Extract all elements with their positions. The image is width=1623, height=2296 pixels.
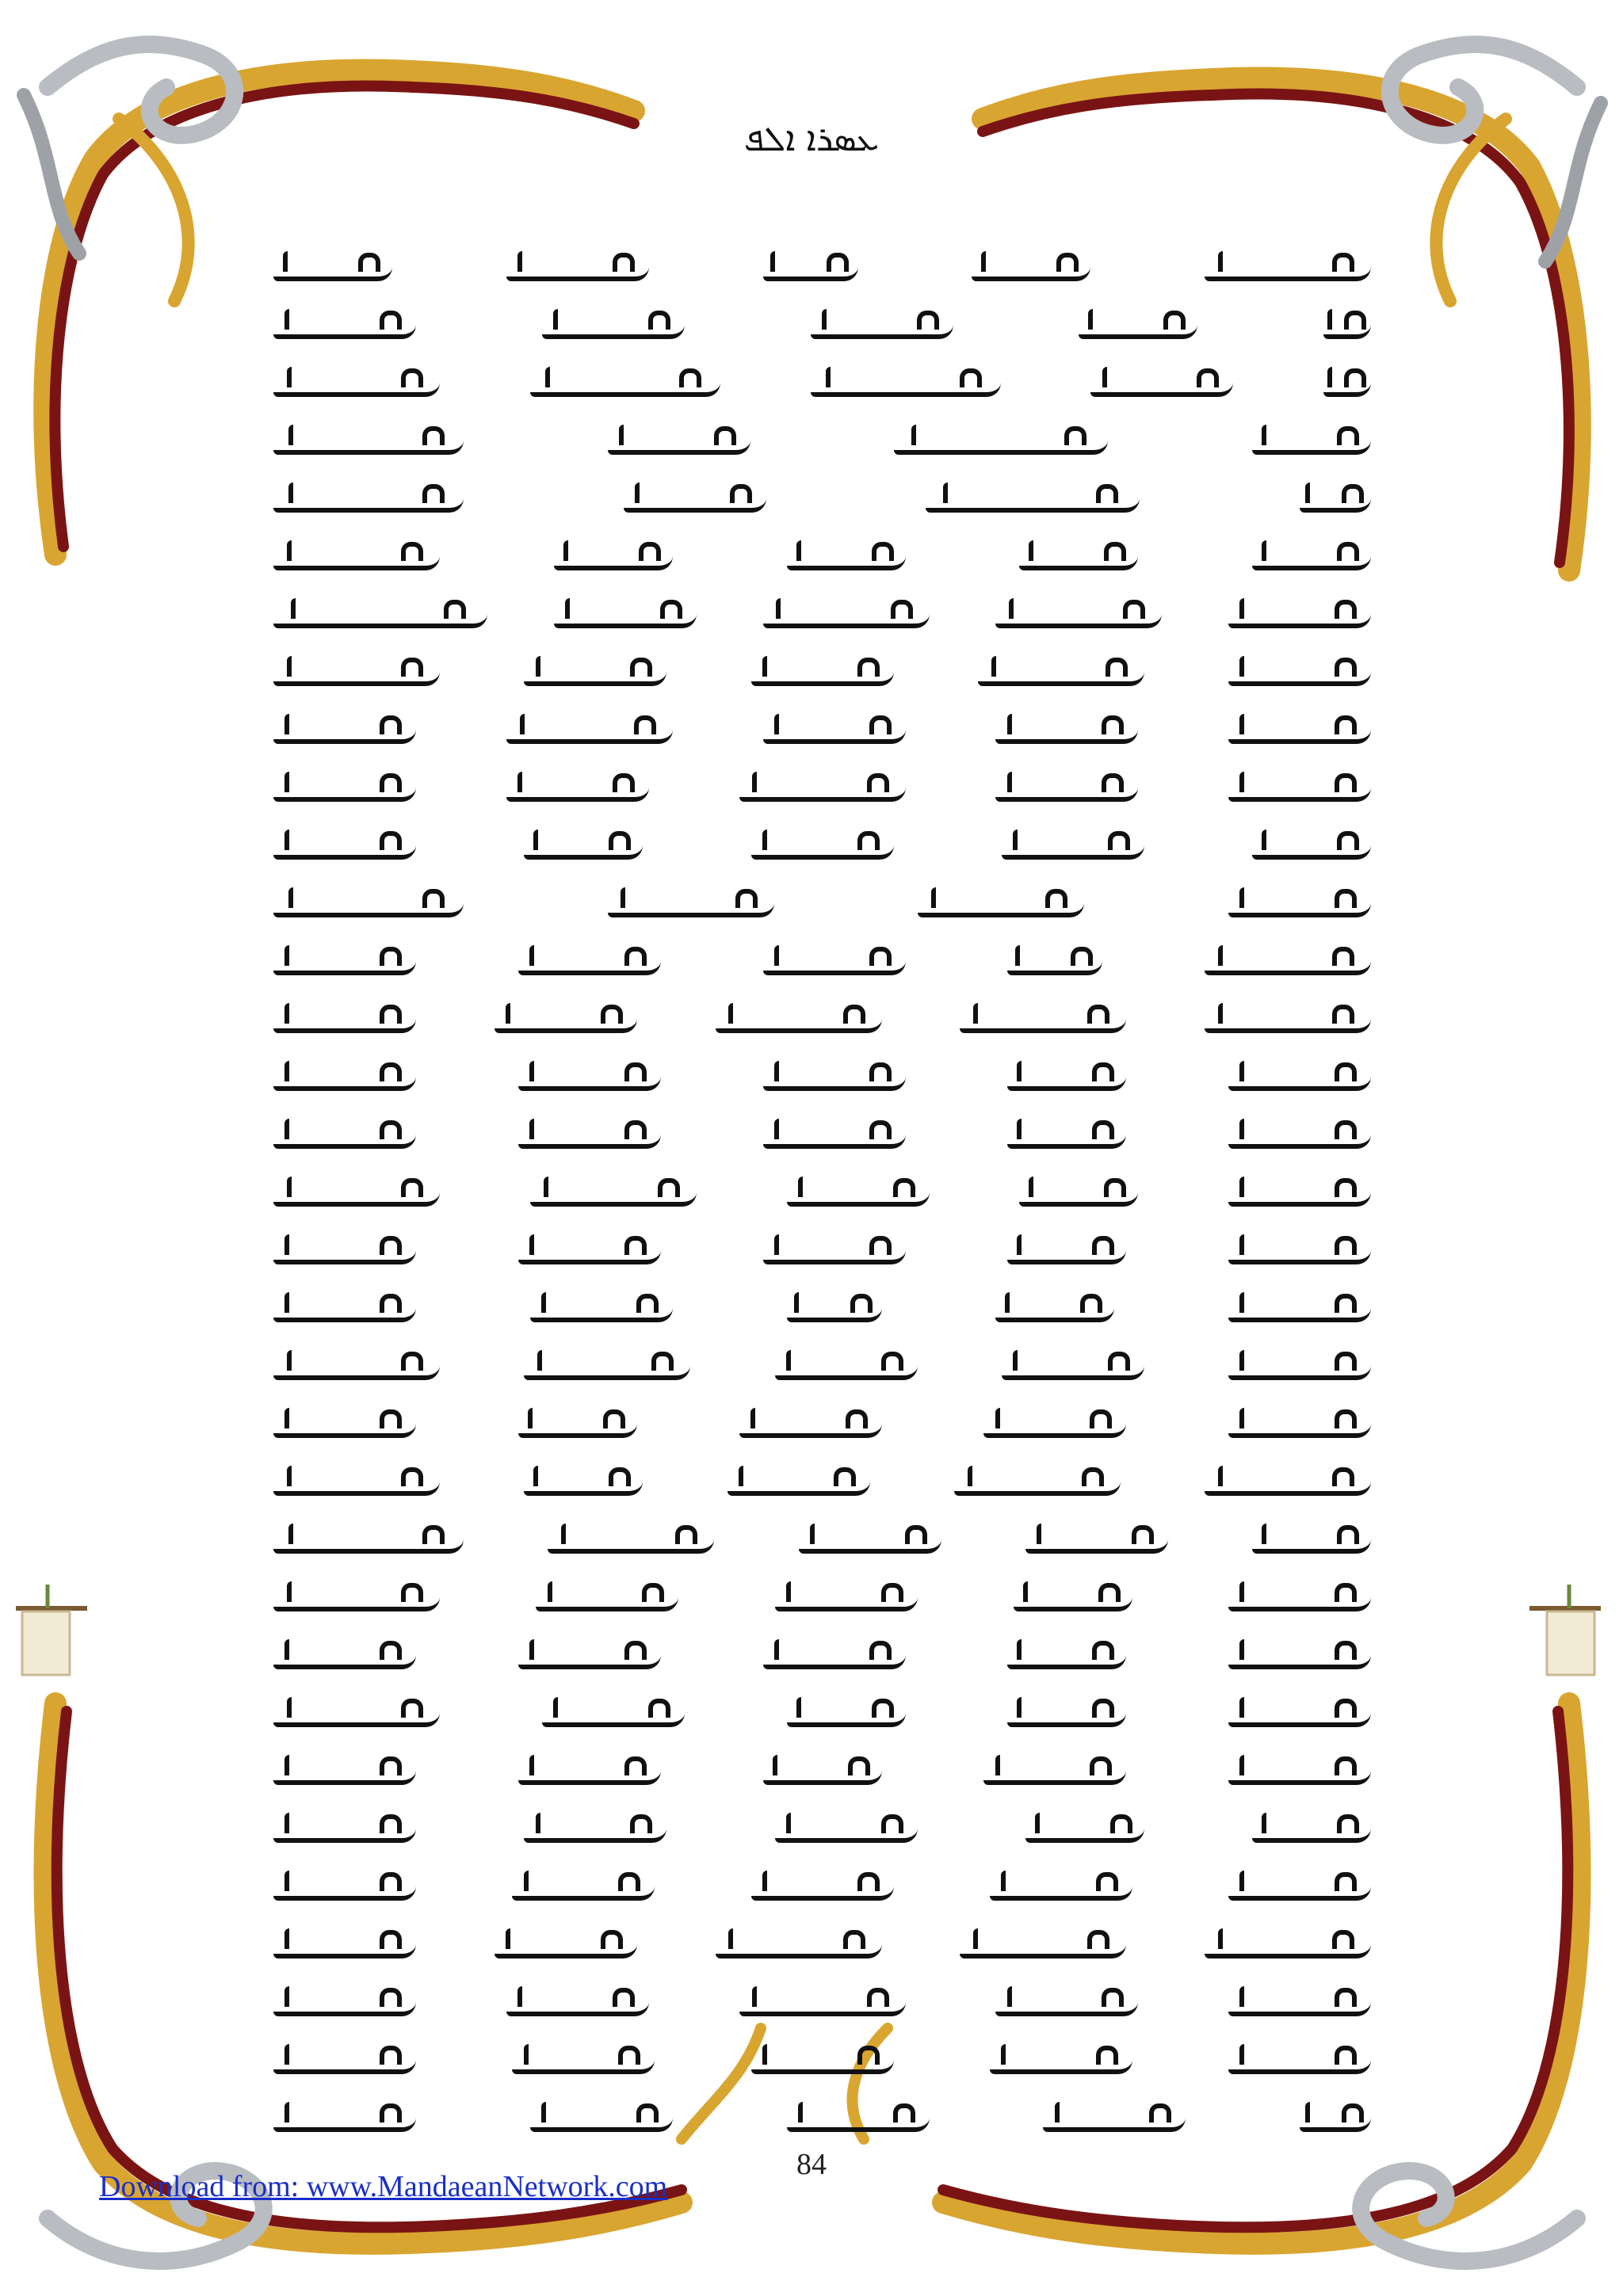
- script-word: [536, 1589, 678, 1611]
- script-word: [1228, 664, 1371, 686]
- text-line: [273, 1554, 1371, 1611]
- script-word: [926, 490, 1140, 513]
- script-word: [524, 1474, 643, 1496]
- text-line: [273, 223, 1371, 281]
- script-word: [608, 433, 750, 455]
- text-line: [273, 1380, 1371, 1438]
- script-word: [960, 1936, 1126, 1958]
- script-word: [273, 1184, 440, 1207]
- script-word: [273, 1531, 464, 1554]
- script-word: [518, 1127, 661, 1149]
- script-word: [273, 722, 416, 744]
- script-word: [775, 1821, 918, 1843]
- script-word: [1007, 1069, 1126, 1091]
- script-word: [1205, 259, 1371, 281]
- script-word: [273, 1416, 416, 1438]
- text-line: [273, 1611, 1371, 1669]
- script-word: [273, 1242, 416, 1264]
- text-line: [273, 628, 1371, 686]
- script-word: [1300, 2110, 1371, 2132]
- script-word: [787, 2110, 930, 2132]
- script-word: [273, 1589, 440, 1611]
- script-word: [524, 664, 666, 686]
- text-line: [273, 686, 1371, 744]
- text-line: [273, 1843, 1371, 1901]
- script-word: [273, 1300, 416, 1322]
- text-line: [273, 975, 1371, 1033]
- script-word: [739, 1994, 906, 2016]
- script-word: [763, 953, 906, 975]
- script-word: [1019, 548, 1138, 570]
- script-word: [763, 722, 906, 744]
- script-word: [542, 317, 685, 339]
- script-word: [273, 490, 464, 513]
- script-word: [1007, 1127, 1126, 1149]
- script-word: [273, 259, 392, 281]
- script-word: [273, 1994, 416, 2016]
- script-word: [995, 606, 1162, 628]
- script-word: [1205, 1474, 1371, 1496]
- script-word: [1002, 837, 1144, 860]
- script-word: [1228, 1416, 1371, 1438]
- script-word: [1323, 375, 1371, 397]
- script-word: [273, 664, 440, 686]
- text-line: [273, 2074, 1371, 2132]
- script-word: [775, 1589, 918, 1611]
- script-word: [273, 1705, 440, 1727]
- text-line: [273, 802, 1371, 860]
- script-word: [273, 895, 464, 917]
- script-word: [1252, 548, 1371, 570]
- right-side-banner: [1529, 1585, 1601, 1675]
- running-head: ܥܣܪܐ ܐܠܦ: [743, 119, 880, 159]
- script-word: [811, 375, 1001, 397]
- script-word: [554, 548, 673, 570]
- text-line: [273, 455, 1371, 513]
- script-word: [811, 317, 953, 339]
- script-word: [1007, 953, 1102, 975]
- script-word: [1228, 1705, 1371, 1727]
- text-line: [273, 397, 1371, 455]
- script-word: [1228, 895, 1371, 917]
- text-line: [273, 1785, 1371, 1843]
- script-word: [1300, 490, 1371, 513]
- script-word: [524, 1358, 690, 1380]
- script-word: [799, 1531, 941, 1554]
- script-word: [1025, 1821, 1144, 1843]
- script-word: [1205, 953, 1371, 975]
- script-word: [273, 780, 416, 802]
- script-word: [787, 548, 906, 570]
- script-word: [1205, 1936, 1371, 1958]
- script-word: [763, 1127, 906, 1149]
- script-word: [273, 837, 416, 860]
- text-line: [273, 917, 1371, 975]
- script-word: [273, 1763, 416, 1785]
- text-line: [273, 281, 1371, 339]
- script-word: [518, 1416, 637, 1438]
- script-word: [506, 259, 649, 281]
- text-line: [273, 1669, 1371, 1727]
- script-word: [1228, 1127, 1371, 1149]
- script-word: [273, 375, 440, 397]
- script-word: [495, 1936, 637, 1958]
- script-word: [1043, 2110, 1186, 2132]
- text-line: [273, 1033, 1371, 1091]
- script-word: [608, 895, 774, 917]
- script-word: [716, 1936, 882, 1958]
- script-word: [716, 1011, 882, 1033]
- script-word: [506, 722, 673, 744]
- script-word: [763, 1763, 882, 1785]
- script-word: [751, 2052, 894, 2074]
- script-word: [972, 259, 1090, 281]
- script-word: [554, 606, 697, 628]
- script-word: [1228, 1647, 1371, 1669]
- script-word: [524, 837, 643, 860]
- script-word: [1323, 317, 1371, 339]
- page-number: 84: [796, 2148, 827, 2181]
- script-word: [739, 780, 906, 802]
- script-word: [1007, 1242, 1126, 1264]
- script-word: [995, 722, 1138, 744]
- script-word: [727, 1474, 870, 1496]
- script-word: [273, 2110, 416, 2132]
- text-line: [273, 1438, 1371, 1496]
- script-word: [1252, 433, 1371, 455]
- mandaic-body-text: [273, 223, 1371, 2132]
- script-word: [1228, 1763, 1371, 1785]
- script-word: [273, 2052, 416, 2074]
- text-line: [273, 1207, 1371, 1264]
- script-word: [1228, 1069, 1371, 1091]
- script-word: [995, 1994, 1138, 2016]
- script-word: [273, 1127, 416, 1149]
- script-word: [763, 1069, 906, 1091]
- script-word: [273, 548, 440, 570]
- script-word: [995, 780, 1138, 802]
- script-word: [1019, 1184, 1138, 1207]
- script-word: [787, 1705, 906, 1727]
- script-word: [1252, 837, 1371, 860]
- script-word: [1228, 1878, 1371, 1901]
- script-word: [1228, 1242, 1371, 1264]
- script-word: [524, 1821, 666, 1843]
- script-word: [751, 837, 894, 860]
- text-line: [273, 339, 1371, 397]
- script-word: [763, 1242, 906, 1264]
- text-line: [273, 570, 1371, 628]
- script-word: [1252, 1821, 1371, 1843]
- script-word: [273, 433, 464, 455]
- script-word: [542, 1705, 685, 1727]
- download-link[interactable]: Download from: www.MandaeanNetwork.com: [99, 2170, 668, 2203]
- script-word: [273, 1936, 416, 1958]
- script-word: [1205, 1011, 1371, 1033]
- script-word: [530, 2110, 673, 2132]
- script-word: [273, 1069, 416, 1091]
- script-word: [624, 490, 766, 513]
- script-word: [1007, 1705, 1126, 1727]
- script-word: [1228, 606, 1371, 628]
- script-word: [273, 1647, 416, 1669]
- text-line: [273, 860, 1371, 917]
- script-word: [787, 1300, 882, 1322]
- script-word: [273, 1474, 440, 1496]
- script-word: [512, 1878, 655, 1901]
- script-word: [1228, 1589, 1371, 1611]
- script-word: [1228, 2052, 1371, 2074]
- text-line: [273, 1901, 1371, 1958]
- script-word: [273, 606, 487, 628]
- script-word: [1090, 375, 1233, 397]
- script-word: [1025, 1531, 1168, 1554]
- script-word: [1252, 1531, 1371, 1554]
- script-word: [518, 953, 661, 975]
- script-word: [273, 953, 416, 975]
- script-word: [273, 1821, 416, 1843]
- script-word: [518, 1069, 661, 1091]
- script-word: [763, 606, 930, 628]
- script-word: [763, 259, 858, 281]
- script-word: [518, 1647, 661, 1669]
- script-word: [1228, 1994, 1371, 2016]
- script-word: [518, 1763, 661, 1785]
- script-word: [530, 1184, 697, 1207]
- script-word: [1228, 1184, 1371, 1207]
- script-word: [1079, 317, 1197, 339]
- script-word: [978, 664, 1144, 686]
- script-word: [273, 317, 416, 339]
- script-word: [273, 1358, 440, 1380]
- script-word: [983, 1763, 1126, 1785]
- script-word: [763, 1647, 906, 1669]
- script-word: [918, 895, 1084, 917]
- script-word: [1014, 1589, 1132, 1611]
- script-word: [273, 1011, 416, 1033]
- script-word: [894, 433, 1108, 455]
- script-word: [518, 1242, 661, 1264]
- script-word: [273, 1878, 416, 1901]
- text-line: [273, 1496, 1371, 1554]
- text-line: [273, 513, 1371, 570]
- script-word: [1228, 1358, 1371, 1380]
- script-word: [751, 1878, 894, 1901]
- script-word: [1228, 722, 1371, 744]
- script-word: [739, 1416, 882, 1438]
- script-word: [787, 1184, 930, 1207]
- text-line: [273, 1264, 1371, 1322]
- script-word: [960, 1011, 1126, 1033]
- script-word: [530, 1300, 673, 1322]
- script-word: [1228, 780, 1371, 802]
- text-line: [273, 1149, 1371, 1207]
- text-line: [273, 1958, 1371, 2016]
- script-word: [530, 375, 720, 397]
- script-word: [751, 664, 894, 686]
- script-word: [506, 1994, 649, 2016]
- text-line: [273, 1091, 1371, 1149]
- text-line: [273, 1727, 1371, 1785]
- script-word: [954, 1474, 1121, 1496]
- script-word: [1002, 1358, 1144, 1380]
- text-line: [273, 1322, 1371, 1380]
- script-word: [1228, 1300, 1371, 1322]
- text-line: [273, 744, 1371, 802]
- left-side-banner: [16, 1585, 87, 1675]
- script-word: [512, 2052, 655, 2074]
- script-word: [548, 1531, 714, 1554]
- script-word: [495, 1011, 637, 1033]
- text-line: [273, 2016, 1371, 2074]
- script-word: [506, 780, 649, 802]
- script-word: [990, 1878, 1132, 1901]
- script-word: [995, 1300, 1114, 1322]
- script-word: [775, 1358, 918, 1380]
- script-word: [990, 2052, 1132, 2074]
- script-word: [983, 1416, 1126, 1438]
- script-word: [1007, 1647, 1126, 1669]
